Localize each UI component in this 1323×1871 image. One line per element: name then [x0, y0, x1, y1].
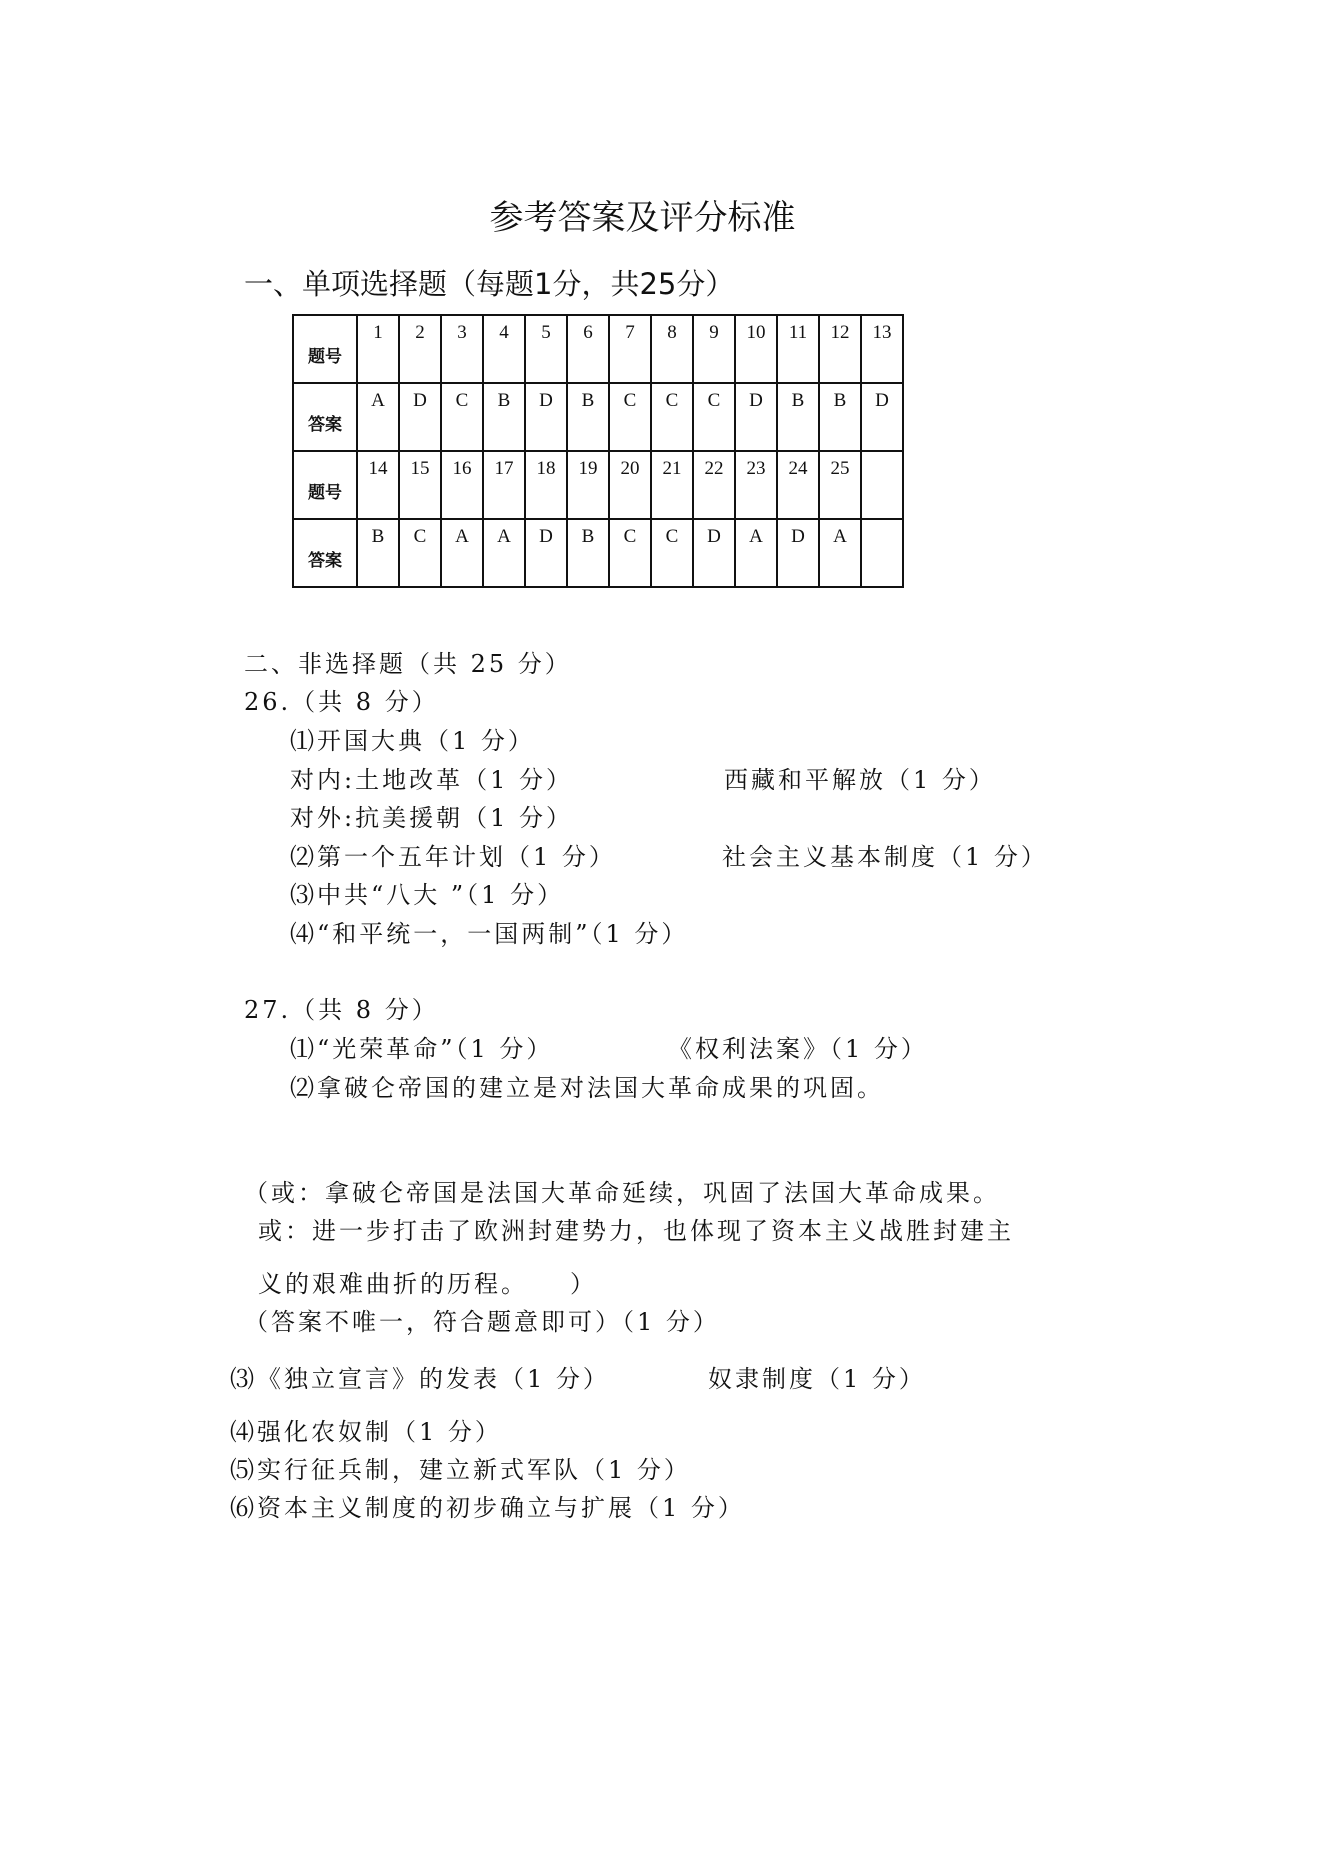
q26-line: ⑷“和平统一，一国两制”（1 分）	[290, 920, 689, 948]
q26-line: ⑴开国大典（1 分）	[290, 727, 535, 755]
q27-heading: 27.（共 8 分）	[244, 996, 439, 1024]
question-number-cell: 19	[567, 451, 609, 519]
answer-cell: C	[651, 519, 693, 587]
answer-cell	[861, 519, 903, 587]
answer-cell: A	[819, 519, 861, 587]
question-number-cell: 12	[819, 315, 861, 383]
row-label: 题号	[293, 315, 357, 383]
q26-line: ⑵第一个五年计划（1 分）	[290, 843, 616, 871]
question-number-cell: 21	[651, 451, 693, 519]
section1-heading: 一、单项选择题（每题1分，共25分）	[244, 267, 735, 301]
answer-cell: B	[567, 383, 609, 451]
question-number-cell: 4	[483, 315, 525, 383]
answer-row	[293, 519, 903, 587]
question-number-cell: 24	[777, 451, 819, 519]
q27-line: ⑶《独立宣言》的发表（1 分）	[230, 1365, 610, 1393]
question-number-cell: 22	[693, 451, 735, 519]
q27-line: ⑹资本主义制度的初步确立与扩展（1 分）	[230, 1494, 745, 1522]
section2-heading: 二、非选择题（共 25 分）	[244, 650, 572, 678]
q26-line: 对内:土地改革（1 分）	[290, 766, 573, 794]
question-number-cell: 23	[735, 451, 777, 519]
q27-line: ⑴“光荣革命”（1 分）	[290, 1035, 554, 1063]
answer-cell: C	[693, 383, 735, 451]
question-number-cell: 5	[525, 315, 567, 383]
q27-line: ⑷强化农奴制（1 分）	[230, 1418, 502, 1446]
answer-cell: A	[441, 519, 483, 587]
question-number-cell: 25	[819, 451, 861, 519]
answer-cell: D	[861, 383, 903, 451]
q27-line: 奴隶制度（1 分）	[708, 1365, 926, 1393]
answer-cell: B	[777, 383, 819, 451]
q26-line: ⑶中共“八大 ”（1 分）	[290, 881, 565, 909]
q27-line: ⑵拿破仑帝国的建立是对法国大革命成果的巩固。	[290, 1074, 884, 1102]
answer-cell: B	[357, 519, 399, 587]
question-number-row	[293, 315, 903, 383]
answer-cell: B	[819, 383, 861, 451]
question-number-cell: 9	[693, 315, 735, 383]
question-number-cell: 20	[609, 451, 651, 519]
answer-cell: C	[609, 383, 651, 451]
answer-cell: C	[399, 519, 441, 587]
q27-alt: （或：拿破仑帝国是法国大革命延续，巩固了法国大革命成果。	[244, 1179, 1000, 1207]
question-number-cell: 11	[777, 315, 819, 383]
q26-line: 西藏和平解放（1 分）	[724, 766, 996, 794]
answer-cell: C	[609, 519, 651, 587]
question-number-cell: 6	[567, 315, 609, 383]
question-number-cell: 17	[483, 451, 525, 519]
answer-cell: C	[441, 383, 483, 451]
row-label: 答案	[293, 519, 357, 587]
q27-note: （答案不唯一，符合题意即可）（1 分）	[244, 1308, 720, 1336]
question-number-cell: 1	[357, 315, 399, 383]
question-number-cell: 3	[441, 315, 483, 383]
question-number-cell: 18	[525, 451, 567, 519]
question-number-cell: 14	[357, 451, 399, 519]
question-number-cell: 8	[651, 315, 693, 383]
answer-cell: D	[525, 519, 567, 587]
question-number-cell: 13	[861, 315, 903, 383]
question-number-cell: 2	[399, 315, 441, 383]
q27-line: 《权利法案》（1 分）	[668, 1035, 928, 1063]
row-label: 答案	[293, 383, 357, 451]
q26-line: 社会主义基本制度（1 分）	[722, 843, 1048, 871]
answer-cell: D	[735, 383, 777, 451]
question-number-cell: 7	[609, 315, 651, 383]
q26-line: 对外:抗美援朝（1 分）	[290, 804, 573, 832]
question-number-cell: 10	[735, 315, 777, 383]
answer-cell: A	[357, 383, 399, 451]
question-number-cell	[861, 451, 903, 519]
row-label: 题号	[293, 451, 357, 519]
answer-row	[293, 383, 903, 451]
answer-cell: D	[777, 519, 819, 587]
q27-alt: 或：进一步打击了欧洲封建势力，也体现了资本主义战胜封建主	[258, 1217, 1014, 1245]
question-number-cell: 15	[399, 451, 441, 519]
answer-table	[292, 314, 904, 588]
page-title: 参考答案及评分标准	[489, 198, 796, 238]
answer-cell: D	[399, 383, 441, 451]
answer-cell: B	[483, 383, 525, 451]
question-number-cell: 16	[441, 451, 483, 519]
answer-cell: D	[525, 383, 567, 451]
answer-cell: A	[735, 519, 777, 587]
answer-cell: D	[693, 519, 735, 587]
q26-heading: 26.（共 8 分）	[244, 688, 439, 716]
answer-cell: A	[483, 519, 525, 587]
q27-alt: 义的艰难曲折的历程。 ）	[258, 1270, 597, 1298]
q27-line: ⑸实行征兵制，建立新式军队（1 分）	[230, 1456, 691, 1484]
question-number-row	[293, 451, 903, 519]
answer-cell: B	[567, 519, 609, 587]
answer-cell: C	[651, 383, 693, 451]
